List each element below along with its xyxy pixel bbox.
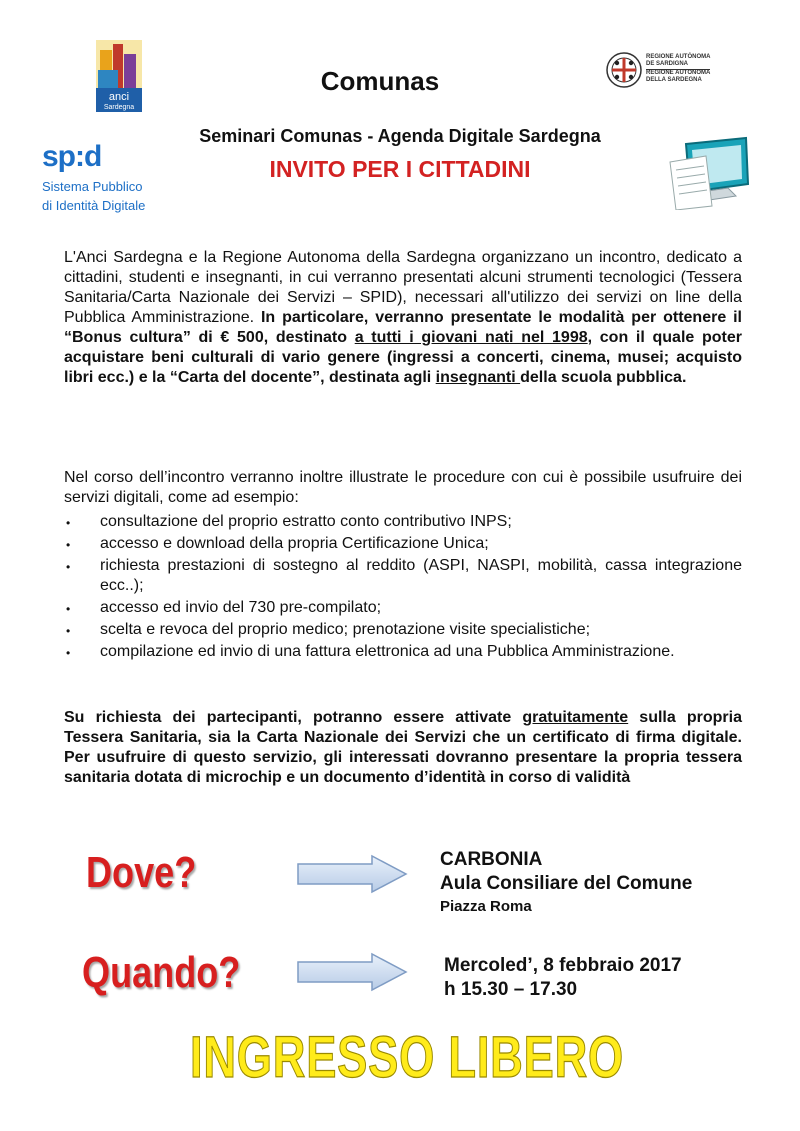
- anci-sardegna-logo: [96, 40, 142, 112]
- spid-line-1: Sistema Pubblico: [42, 179, 143, 194]
- computer-document-icon: [666, 136, 750, 210]
- services-intro-paragraph: Nel corso dell’incontro verranno inoltre illustrate le procedure con cui è possibile usufruire dei servizi digitali, come ad esempio:: [64, 469, 742, 506]
- spid-mark: sp:d: [42, 140, 102, 173]
- location-city: CARBONIA: [440, 849, 543, 870]
- certificate-text-b: sulla propria Tessera Sanitaria, sia la Carta Nazionale dei Servizi che un certificato di firma digitale. Per usufruire di questo servizio, gli interessati dovranno presentare la propria tessera sanitaria dotata di microchip e un documento d’identità in corso di validità: [64, 709, 742, 786]
- ras-line-2: DE SARDIGNA: [646, 61, 689, 67]
- ras-line-3: REGIONE AUTONOMA: [646, 70, 711, 76]
- list-item: • richiesta prestazioni di sostegno al reddito (ASPI, NASPI, mobilità, cassa integrazione ecc..);: [64, 556, 742, 596]
- list-item: • scelta e revoca del proprio medico; prenotazione visite specialistiche;: [64, 620, 742, 640]
- right-arrow-icon: [296, 854, 408, 894]
- date-time-block: [444, 954, 682, 1002]
- intro-bold-text-3: della scuola pubblica.: [520, 369, 687, 386]
- ras-line-1: REGIONE AUTÒNOMA: [646, 54, 711, 60]
- location-block: [440, 848, 692, 918]
- page-title: Comunas: [320, 66, 440, 96]
- certificate-underlined: gratuitamente: [522, 709, 629, 726]
- intro-bold-text-2: , con il quale poter acquistare beni culturali di vario genere (ingressi a concerti, cinema, musei; acquisto libri ecc.) e la “Carta del docente”, destinata agli: [64, 329, 742, 386]
- intro-bold-text-1: In particolare, verranno presentate le modalità per ottenere il “Bonus cultura” di € 500, destinato: [64, 309, 742, 346]
- location-address: Piazza Roma: [440, 898, 532, 915]
- ras-line-4: DELLA SARDEGNA: [646, 77, 702, 83]
- quando-label: Quando?: [82, 948, 241, 997]
- regione-sardegna-logo: [606, 48, 756, 96]
- certificate-paragraph: [64, 708, 742, 788]
- list-item: • compilazione ed invio di una fattura elettronica ad una Pubblica Amministrazione.: [64, 642, 742, 662]
- location-venue: Aula Consiliare del Comune: [440, 873, 693, 894]
- event-time: h 15.30 – 17.30: [444, 979, 578, 1000]
- intro-bold-underlined-1: a tutti i giovani nati nel 1998: [354, 329, 588, 346]
- dove-label: Dove?: [86, 848, 197, 897]
- ingresso-libero-banner: INGRESSO LIBERO: [190, 1025, 624, 1090]
- right-arrow-icon: [296, 952, 408, 992]
- page-subtitle: Seminari Comunas - Agenda Digitale Sardegna: [199, 126, 601, 146]
- list-item: • accesso e download della propria Certificazione Unica;: [64, 534, 742, 554]
- intro-bold-underlined-2: insegnanti: [435, 369, 521, 386]
- list-item: • accesso ed invio del 730 pre-compilato;: [64, 598, 742, 618]
- intro-plain-text: L'Anci Sardegna e la Regione Autonoma della Sardegna organizzano un incontro, dedicato a cittadini, studenti e insegnanti, in cui verranno presentati alcuni strumenti tecnologici (Tessera Sanitaria/Carta Nazionale dei Servizi – SPID), necessari all'utilizzo dei servizi on line della Pubblica Amministrazione.: [64, 249, 742, 326]
- anci-text: anci: [108, 91, 130, 103]
- certificate-text-a: Su richiesta dei partecipanti, potranno essere attivate: [64, 709, 523, 726]
- spid-line-2: di Identità Digitale: [42, 198, 146, 213]
- list-item: • consultazione del proprio estratto conto contributivo INPS;: [64, 512, 742, 532]
- spid-logo: [42, 142, 152, 234]
- anci-sub-text: Sardegna: [103, 104, 135, 111]
- services-list: [64, 512, 742, 664]
- event-date: Mercoled’, 8 febbraio 2017: [444, 955, 682, 976]
- intro-paragraph: [64, 248, 742, 388]
- invito-heading: INVITO PER I CITTADINI: [269, 156, 531, 182]
